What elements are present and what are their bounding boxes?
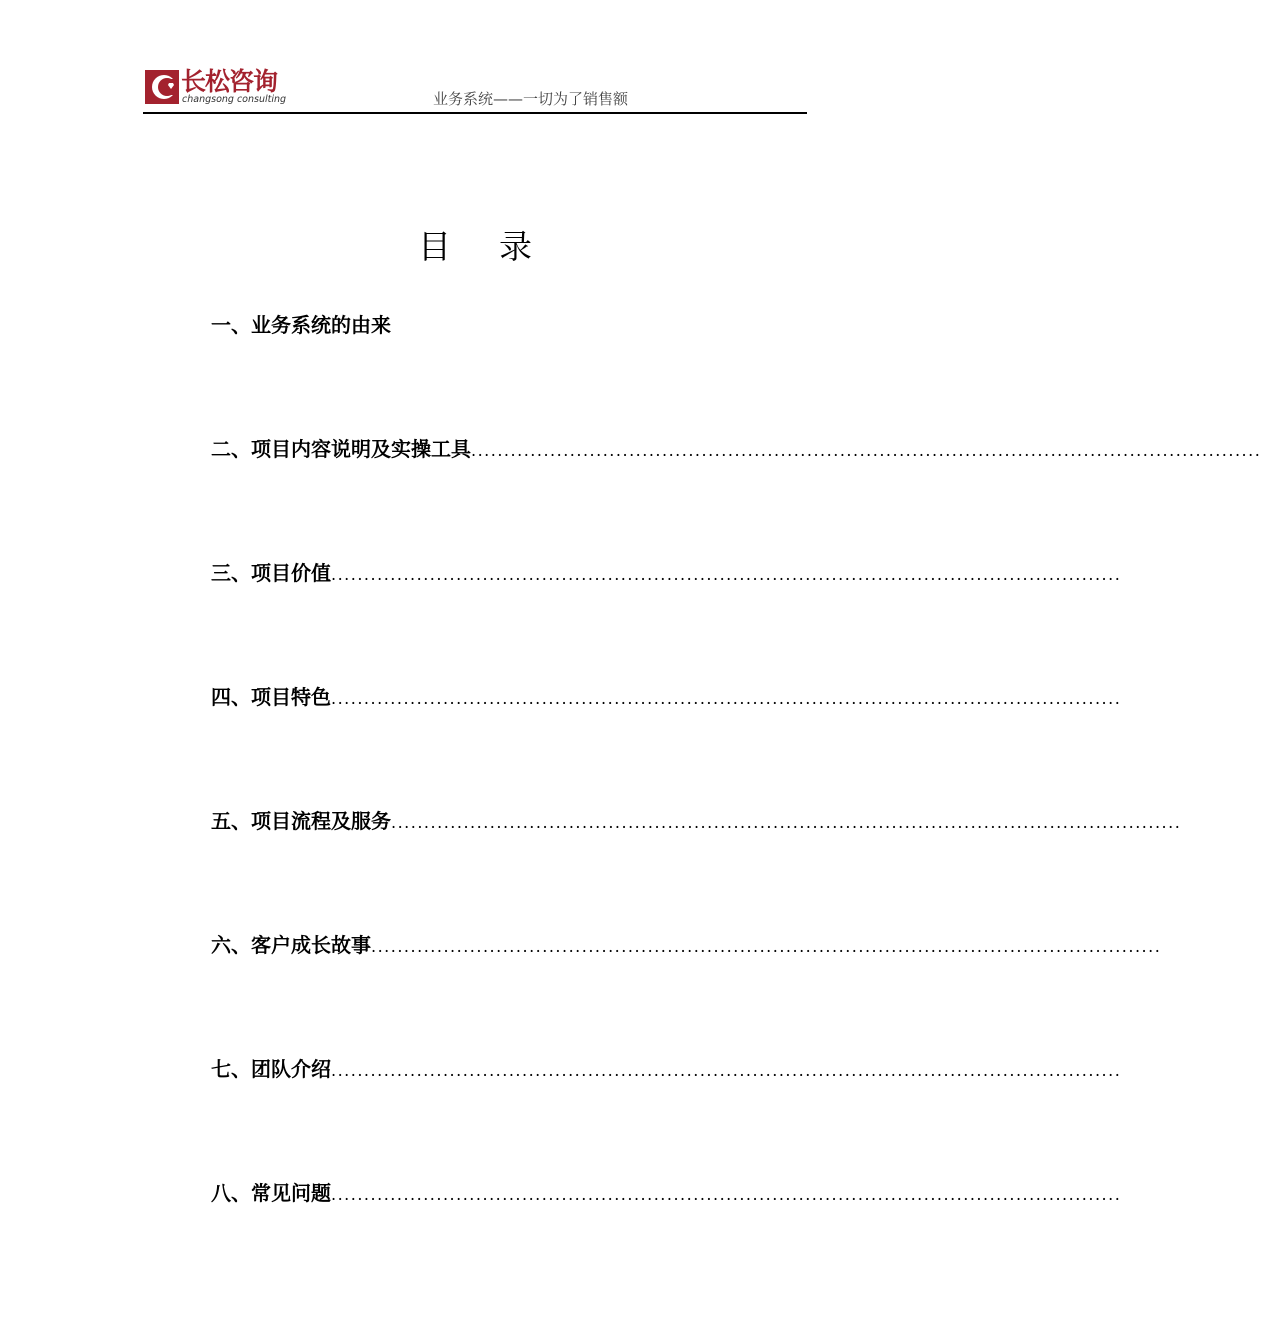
toc-item[interactable] <box>211 805 1182 837</box>
logo-subtitle: changsong consulting <box>182 94 287 105</box>
logo-name: 长松咨询 <box>181 67 278 96</box>
toc-item-label: 五、项目流程及服务 <box>211 809 391 833</box>
toc-item-label: 八、常见问题 <box>211 1181 331 1205</box>
toc-item-label: 六、客户成长故事 <box>211 933 371 957</box>
toc-item[interactable] <box>211 681 1122 713</box>
toc-item-label: 四、项目特色 <box>211 685 331 709</box>
toc-title-part1: 目 <box>418 227 451 266</box>
toc-title <box>0 226 950 268</box>
toc-item-label: 二、项目内容说明及实操工具 <box>211 437 471 461</box>
toc-dot-leader: ........................................................................................................................ <box>471 441 1261 460</box>
toc-item[interactable] <box>211 1177 1122 1209</box>
toc-item[interactable] <box>211 1053 1122 1085</box>
toc-item[interactable] <box>211 929 1162 961</box>
toc-dot-leader: ........................................................................................................................ <box>331 565 1122 584</box>
company-logo <box>145 67 287 106</box>
toc-item[interactable] <box>211 557 1122 589</box>
toc-dot-leader: ........................................................................................................................ <box>391 813 1182 832</box>
page-header <box>143 66 807 114</box>
toc-dot-leader: ........................................................................................................................ <box>371 937 1162 956</box>
changsong-logo-icon <box>145 70 179 104</box>
toc-item-label: 七、团队介绍 <box>211 1057 331 1081</box>
toc-item-label: 三、项目价值 <box>211 561 331 585</box>
toc-dot-leader: ........................................................................................................................ <box>331 689 1122 708</box>
toc-item[interactable] <box>211 433 1261 465</box>
toc-dot-leader: ........................................................................................................................ <box>331 1061 1122 1080</box>
toc-item-label: 一、业务系统的由来 <box>211 313 391 337</box>
header-title: 业务系统——一切为了销售额 <box>433 90 629 108</box>
toc-dot-leader: ........................................................................................................................ <box>331 1185 1122 1204</box>
toc-title-part2: 录 <box>499 227 532 266</box>
toc-item[interactable] <box>211 309 803 341</box>
